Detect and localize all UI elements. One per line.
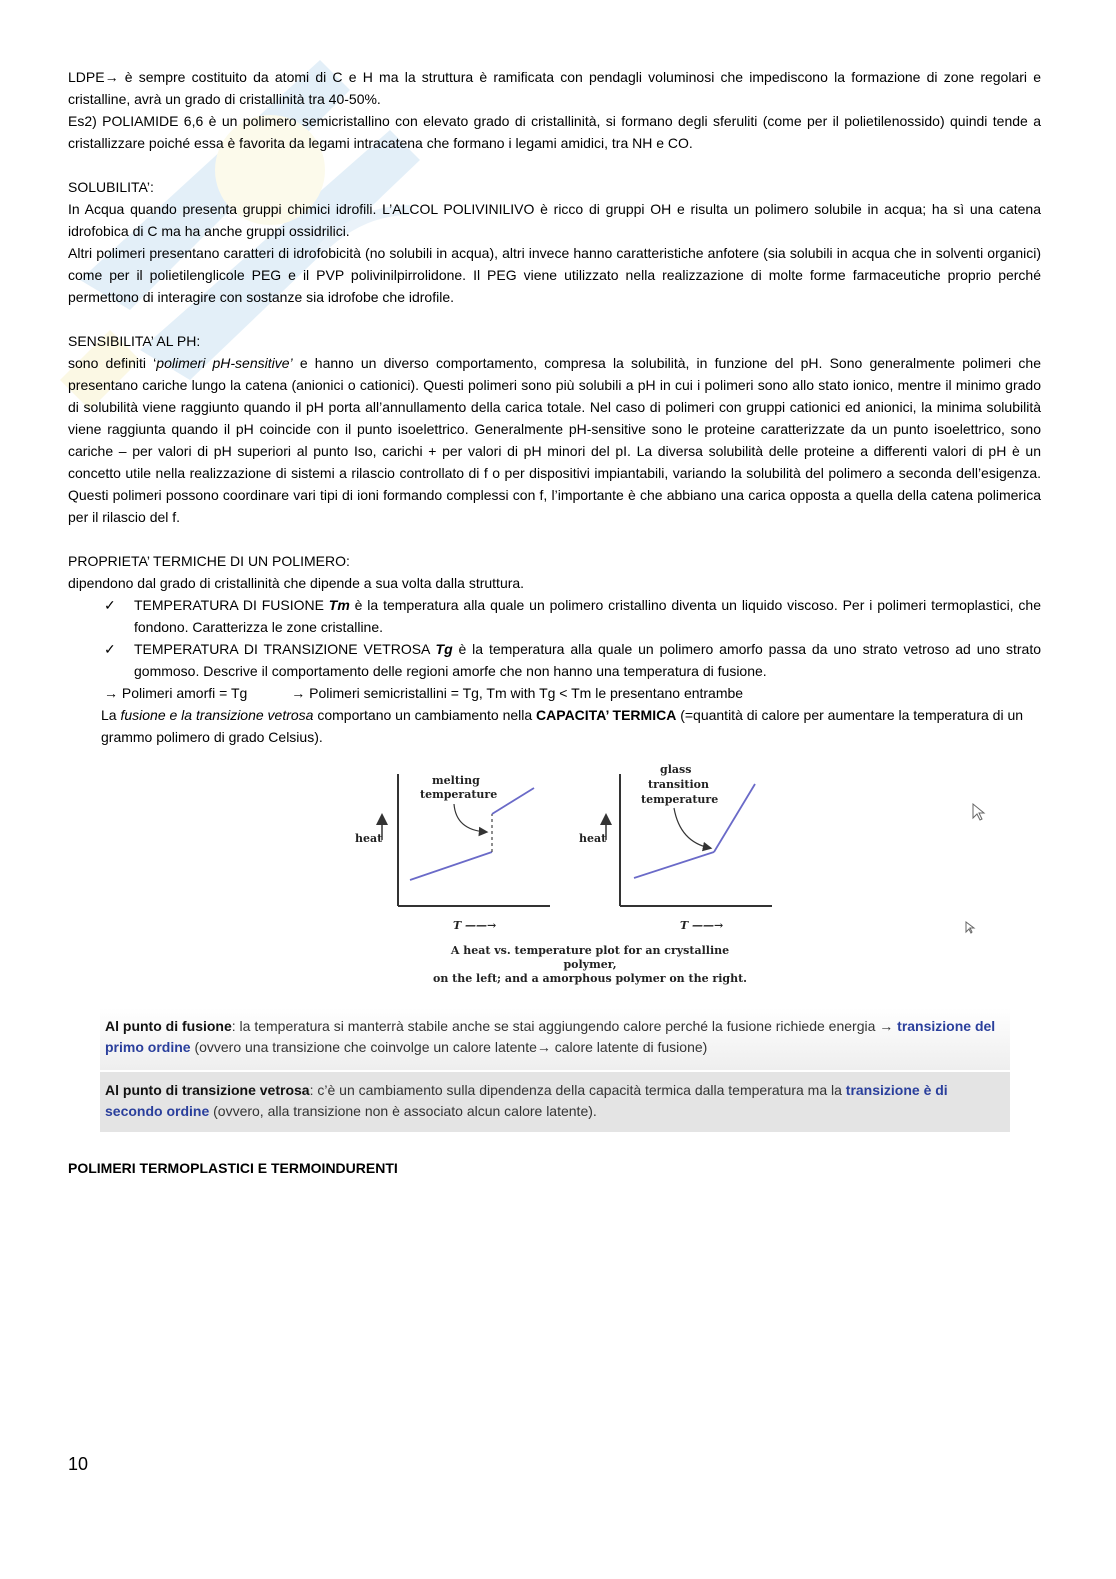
right-ylabel: heat [579,832,607,845]
cursor-icon [973,804,984,820]
left-plot [355,774,550,932]
left-xlabel: T ——→ [453,919,497,932]
left-annotation-2: temperature [420,788,498,801]
plots-area [100,746,1010,1006]
heading-proprieta-termiche: PROPRIETA’ TERMICHE DI UN POLIMERO: [68,553,350,569]
final-section [68,1157,1041,1179]
paragraph-termiche: dipendono dal grado di cristallinità che dipende a sua volta dalla struttura. [68,575,525,591]
paragraph-capacita-termica: La fusione e la transizione vetrosa comportano un cambiamento nella CAPACITA’ TERMICA (=quantità di calore per aumentare la temperatura di un grammo polimero di grado Celsius). [101,707,1024,745]
right-annotation-1: glass [660,763,692,776]
polymer-types-line: → Polimeri amorfi = Tg → Polimeri semicristallini = Tg, Tm with Tg < Tm le presentano entrambe [104,685,744,701]
paragraph-ph: sono definiti ‘polimeri pH-sensitive’ e hanno un diverso comportamento, compresa la solubilità, in funzione del pH. Sono generalmente polimeri che presentano cariche lungo la catena (anionici o cationici). Questi polimeri sono più solubili a pH in cui i polimeri sono allo stato ionico, mentre il minimo grado di solubilità viene raggiunto quando il pH porta all’annullamento della carica totale. Nel caso di polimeri con gruppi cationici ed anionici, la minima solubilità viene raggiunta quando il pH coincide con il punto isoelettrico. Generalmente pH-sensitive sono le proteine caratterizzate da un punto isoelettrico, sono cariche – per valori di pH superiori al punto Iso, carichi + per valori di pH minori del pI. La diversa solubilità delle proteine a differenti valori di pH è un concetto utile nella realizzazione di sistemi a rilascio controllato di f o per dispositivi impiantabili, variando la solubilità del polimero a seconda dell’esigenza. Questi polimeri possono coordinare vari tipi di ioni formando complessi con f, l’importante è che abbiano una carica opposta a quella della catena polimerica per il rilascio del f. [68,355,1042,525]
right-curve-glassy [634,852,714,878]
left-curve-liquid [492,788,534,814]
left-annotation-1: melting [432,774,480,787]
plots-svg [100,746,1010,946]
paragraph-es2: Es2) POLIAMIDE 6,6 è un polimero semicristallino con elevato grado di cristallinità, si formano degli sferuliti (come per il polietilenossido) quindi tende a cristallizzare poiché essa è favorita da legami intracatena che formano i legami amidici, tra NH e CO. [68,113,1041,151]
check-icon: ✓ [104,597,116,613]
figure-caption: A heat vs. temperature plot for an crystalline polymer, on the left; and a amorphous polymer on the right. [432,944,747,985]
heat-temperature-figure [100,746,1010,1132]
right-xlabel: T ——→ [680,919,724,932]
right-curve-rubbery [714,784,755,852]
paragraph-ldpe: LDPE→ è sempre costituito da atomi di C e H ma la struttura è ramificata con pendagli voluminosi che impediscono la formazione di zone regolari e cristalline, avrà un grado di cristallinità tra 40-50%. [68,69,1041,107]
paragraph-solubilita-2: Altri polimeri presentano caratteri di idrofobicità (no solubili in acqua), altri invece hanno caratteristiche anfotere (sia solubili in acqua che in solventi organici) come per il polietilenglicole PEG e il PVP polivinilpirrolidone. Il PEG viene utilizzato nella realizzazione di molte forme farmaceutiche proprio perché permettono di interagire con sostanze sia idrofobe che idrofile. [68,245,1041,305]
left-ylabel: heat [355,832,383,845]
heading-termoplastici: POLIMERI TERMOPLASTICI E TERMOINDURENTI [68,1160,398,1176]
cursor-icon [966,922,974,933]
note-transizione-vetrosa: Al punto di transizione vetrosa: c’è un cambiamento sulla dipendenza della capacità termica dalla temperatura ma la transizione è di secondo ordine (ovvero, alla transizione non è associato alcun calore latente). [100,1072,1010,1132]
right-annotation-2: transition [648,778,709,791]
paragraph-solubilita-1: In Acqua quando presenta gruppi chimici idrofili. L’ALCOL POLIVINILIVO è ricco di gruppi OH e risulta un polimero solubile in acqua; ha sì una catena idrofobica di C ma ha anche gruppi ossidrilici. [68,201,1041,239]
right-plot [579,763,772,932]
heading-sensibilita-ph: SENSIBILITA’ AL PH: [68,333,201,349]
right-annotation-3: temperature [641,793,719,806]
page-number: 10 [68,1454,89,1474]
note-fusione: Al punto di fusione: la temperatura si manterrà stabile anche se stai aggiungendo calore perché la fusione richiede energia → transizione del primo ordine (ovvero una transizione che coinvolge un calore latente→ calore latente di fusione) [100,1008,1010,1070]
heading-solubilita: SOLUBILITA’: [68,179,154,195]
left-curve-solid [410,852,492,880]
body-text [68,66,1041,748]
check-icon: ✓ [104,641,116,657]
bullet-tg: ✓ TEMPERATURA DI TRANSIZIONE VETROSA Tg è la temperatura alla quale un polimero amorfo passa da uno strato vetroso ad uno strato gommoso. Descrive il comportamento delle regioni amorfe che non hanno una temperatura di fusione. [68,638,1041,682]
bullet-tm: ✓ TEMPERATURA DI FUSIONE Tm è la temperatura alla quale un polimero cristallino diventa un liquido viscoso. Per i polimeri termoplastici, che fondono. Caratterizza le zone cristalline. [68,594,1041,638]
